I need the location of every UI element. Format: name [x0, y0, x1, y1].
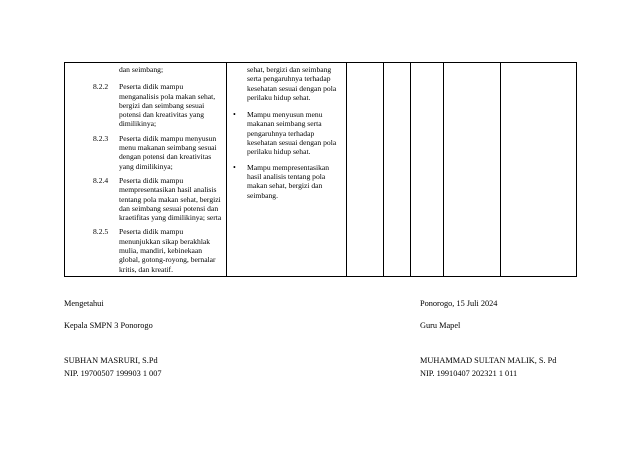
indicator-item — [65, 176, 226, 222]
objective-item — [227, 110, 346, 156]
teacher-role: Guru Mapel — [420, 321, 461, 330]
table-row — [65, 63, 577, 277]
indicator-text: Peserta didik mampu menyusun menu makanan seimbang sesuai dengan potensi dan kreativitas yang dimilikinya; — [119, 133, 217, 171]
indicator-cell — [65, 63, 227, 277]
principal-role: Kepala SMPN 3 Ponorogo — [64, 321, 153, 330]
objective-text: Mampu menyusun menu makanan seimbang serta pengaruhnya terhadap kesehatan sesuai dengan pola perilaku hidup sehat. — [247, 110, 337, 157]
place-date: Ponorogo, 15 Juli 2024 — [420, 299, 498, 308]
indicator-text: Peserta didik mampu menunjukkan sikap berakhlak mulia, mandiri, kebinekaan global, gotong-royong, bernalar kritis, dan kreatif. — [119, 227, 216, 274]
empty-cell — [501, 63, 577, 277]
bullet-icon: • — [233, 110, 236, 120]
indicator-number: 8.2.3 — [93, 133, 109, 143]
bullet-icon: • — [233, 162, 236, 172]
indicator-item — [65, 227, 226, 273]
objective-text: Mampu mempresentasikan hasil analisis tentang pola makan sehat, bergizi dan seimbang. — [247, 162, 330, 200]
indicator-number: 8.2.5 — [93, 227, 109, 237]
empty-cell — [411, 63, 444, 277]
indicator-item — [65, 82, 226, 128]
indicator-text: Peserta didik mampu mempresentasikan hasil analisis tentang pola makan sehat, bergizi dan seimbang sesuai potensi dan kraetifitas yang dimilikinya; serta — [119, 175, 222, 223]
objective-continuation: sehat, bergizi dan seimbang serta pengaruhnya terhadap kesehatan sesuai dengan pola perilaku hidup sehat. — [247, 65, 337, 102]
indicator-number: 8.2.2 — [93, 82, 109, 92]
principal-nip: NIP. 19700507 199903 1 007 — [64, 369, 162, 378]
empty-cell — [384, 63, 411, 277]
teacher-nip: NIP. 19910407 202321 1 011 — [420, 369, 518, 378]
indicator-continuation: dan seimbang; — [119, 65, 164, 74]
indicator-number: 8.2.4 — [93, 175, 109, 185]
empty-cell — [347, 63, 384, 277]
empty-cell — [444, 63, 501, 277]
objective-item — [227, 163, 346, 200]
objective-cell — [227, 63, 347, 277]
acknowledged-label: Mengetahui — [64, 299, 104, 308]
principal-name: SUBHAN MASRURI, S.Pd — [64, 356, 158, 365]
teacher-name: MUHAMMAD SULTAN MALIK, S. Pd — [420, 356, 557, 365]
indicator-item — [65, 134, 226, 171]
indicator-text: Peserta didik mampu menganalisis pola makan sehat, bergizi dan seimbang sesuai potensi dan kreativitas yang dimilikinya; — [119, 82, 216, 129]
lesson-plan-table — [64, 62, 577, 277]
